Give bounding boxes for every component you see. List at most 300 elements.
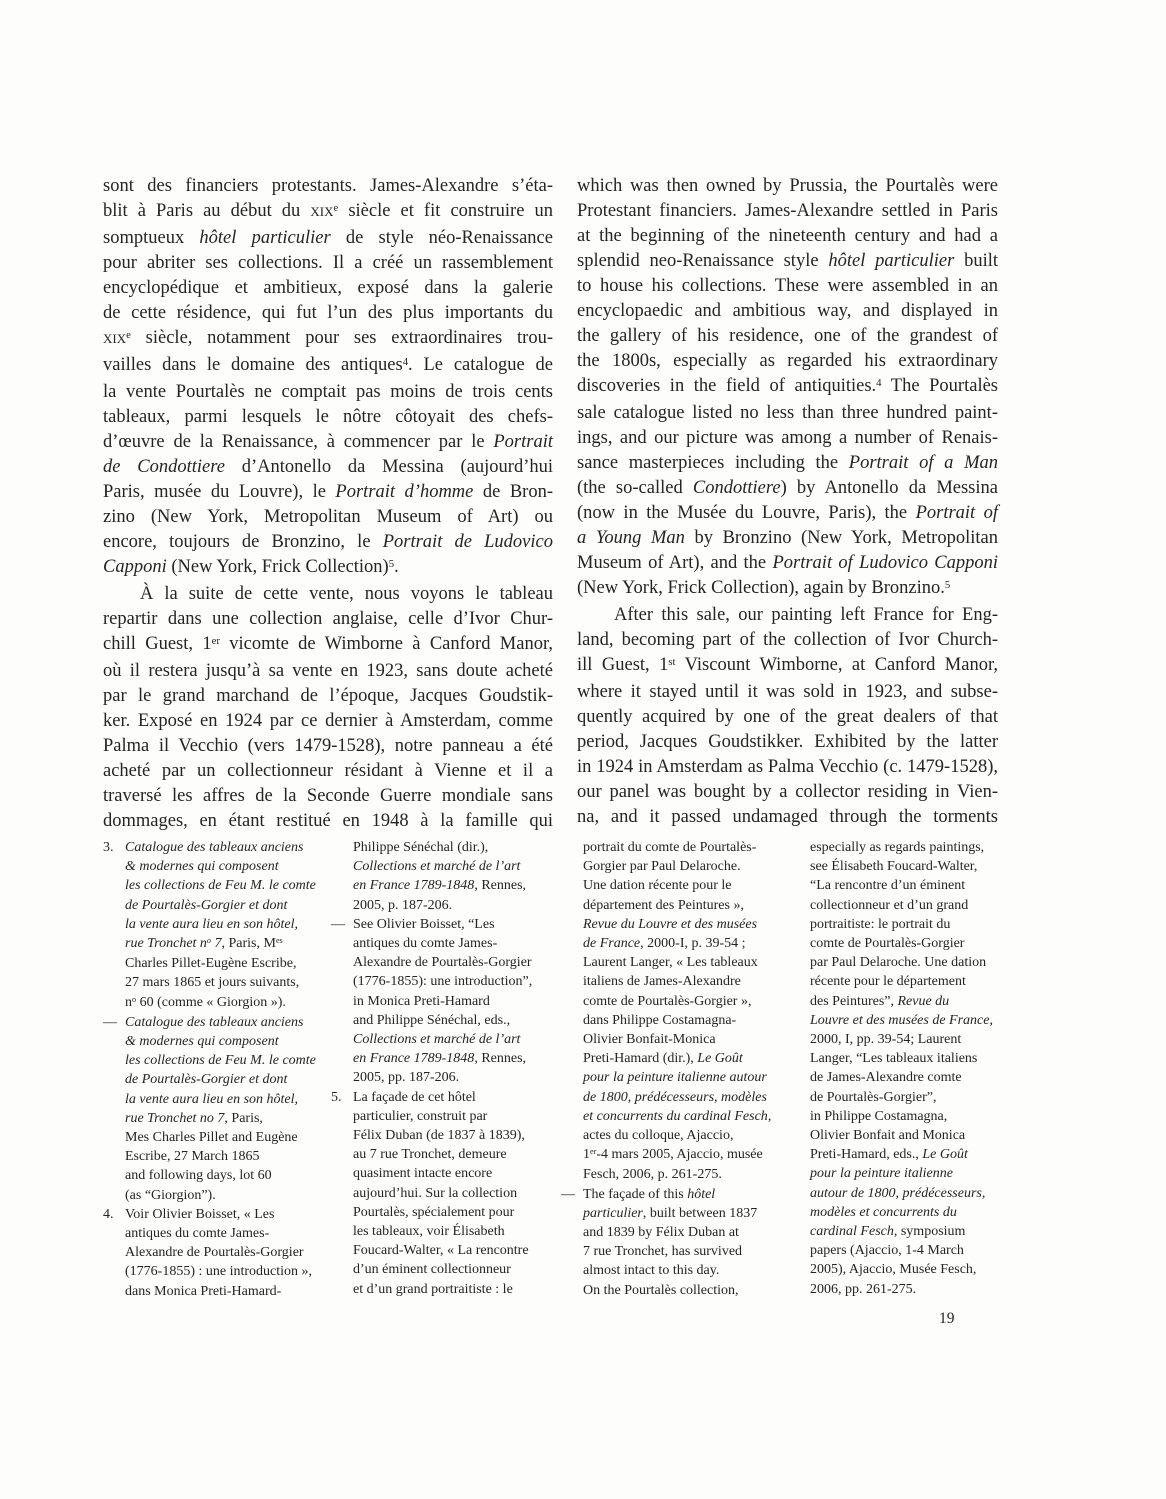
footnote-line [583, 1088, 771, 1107]
footnote-line [583, 1049, 771, 1068]
italic-text: les collections de Feu M. le comte [125, 878, 316, 894]
footnote-marker: — [103, 1014, 117, 1030]
italic-text: pour la peinture italienne [810, 1166, 953, 1182]
text-run: Alexandre de Pourtalès-Gorgier [353, 955, 532, 971]
text-run: quently acquired by one of the great dealers of that [577, 707, 998, 727]
text-line [577, 451, 998, 476]
superscript-text: 5 [944, 578, 951, 591]
text-line [577, 526, 998, 551]
footnote-line [353, 1107, 529, 1126]
footnote-line [353, 1088, 529, 1107]
footnote-line [353, 1049, 532, 1068]
text-run: discoveries in the field of antiquities. [577, 376, 877, 396]
text-line [577, 249, 998, 274]
italic-text: Portrait of a Man [848, 453, 998, 473]
text-line [577, 274, 998, 299]
text-run: traversé les affres de la Seconde Guerre mondiale sans [103, 786, 553, 806]
text-run: our panel was bought by a collector residing in Vien- [577, 782, 998, 802]
text-run: dans Philippe Costamagna- [583, 1012, 737, 1028]
footnote-line [125, 1032, 316, 1051]
text-line [577, 755, 998, 780]
text-run: and Philippe Sénéchal, eds., [353, 1012, 511, 1028]
text-run: particulier, construit par [353, 1108, 488, 1124]
footnote-line [810, 915, 993, 934]
text-run: 7 rue Tronchet, has survived [583, 1244, 743, 1260]
italic-text: Louvre et des musées de France [810, 1012, 990, 1028]
text-run: in 1924 in Amsterdam as Palma Vecchio (c. 1479-1528), [577, 757, 998, 777]
text-run: almost intact to this day. [583, 1263, 720, 1279]
text-run: blit à Paris au début du [103, 201, 311, 221]
footnote-marker: 4. [103, 1206, 114, 1222]
text-run: The façade of this [583, 1186, 688, 1202]
text-run: et d’un grand portraitiste : le [353, 1281, 513, 1297]
english-text-column [577, 174, 998, 830]
footnote-line [125, 1243, 312, 1262]
text-run: to house his collections. These were assembled in an [577, 276, 998, 296]
french-text-column [103, 174, 553, 834]
footnote-line [583, 1126, 771, 1145]
text-run: Olivier Bonfait and Monica [810, 1128, 966, 1144]
text-run: , Rennes, [474, 1051, 527, 1067]
text-line [577, 780, 998, 805]
text-line [103, 759, 553, 784]
footnote-line [125, 876, 316, 895]
italic-text: Collections et marché de l’art [353, 859, 521, 875]
text-run: , Rennes, [474, 878, 527, 894]
footnote-line [810, 838, 993, 857]
text-run: ill Guest, 1 [577, 655, 669, 675]
text-line [577, 324, 998, 349]
footnote-line [353, 953, 532, 972]
footnote-line [583, 876, 771, 895]
text-run: , [989, 1012, 993, 1028]
footnote-line [125, 1051, 316, 1070]
text-line [103, 709, 553, 734]
text-line [103, 582, 553, 607]
footnote-marker: 5. [331, 1089, 342, 1105]
text-run: , symposium [893, 1224, 966, 1240]
text-run: in Philippe Costamagna, [810, 1108, 948, 1124]
italic-text: Condottiere [692, 478, 781, 498]
italic-text: de France [583, 936, 641, 952]
footnote-line [810, 1241, 993, 1260]
italic-text: de Condottiere [103, 457, 225, 477]
italic-text: les collections de Feu M. le comte [125, 1053, 316, 1069]
text-line [577, 199, 998, 224]
italic-text: rue Tronchet no 7 [125, 1110, 225, 1126]
footnote-line [583, 1068, 771, 1087]
text-run: sale catalogue listed no less than three hundred paint- [577, 403, 998, 423]
footnote-item [331, 915, 532, 1088]
footnote-line [125, 1224, 312, 1243]
text-run: siècle et fit construire un [338, 201, 553, 221]
text-run: the 1800s, especially as regarded his extraordinary [577, 351, 998, 371]
superscript-text: 4 [402, 355, 409, 368]
footnote-line [353, 1011, 532, 1030]
footnote-line [810, 1126, 993, 1145]
text-line [103, 505, 553, 530]
text-line [103, 326, 553, 353]
footnote-item [331, 838, 532, 915]
text-line [577, 501, 998, 526]
text-run: built [954, 251, 999, 271]
footnote-line [583, 972, 771, 991]
text-run: les tableaux, voir Élisabeth [353, 1224, 505, 1240]
italic-text: de Pourtalès-Gorgier et dont [125, 897, 288, 913]
footnote-line [810, 896, 993, 915]
italic-text: Catalogue des tableaux anciens [125, 840, 304, 855]
text-run: de Pourtalès-Gorgier”, [810, 1089, 937, 1105]
text-run: See Olivier Boisset, “Les [353, 916, 495, 932]
italic-text: Portrait of Ludovico Capponi [772, 553, 998, 573]
footnote-line [810, 1203, 993, 1222]
text-run: 2005), Ajaccio, Musée Fesch, [810, 1262, 977, 1278]
text-run: (New York, Frick Collection), again by Bronzino. [577, 578, 945, 598]
footnotes-column-2 [331, 838, 532, 1299]
text-line [577, 680, 998, 705]
footnote-line [810, 1164, 993, 1183]
text-run: (now in the Musée du Louvre, Paris), the [577, 503, 916, 523]
text-line [103, 684, 553, 709]
text-run: À la suite de cette vente, nous voyons le tableau [140, 584, 553, 604]
footnote-text [125, 1013, 316, 1205]
footnote-line [583, 1223, 757, 1242]
text-run: Pourtalès, spécialement pour [353, 1204, 515, 1220]
text-line [577, 653, 998, 680]
superscript-text: es [275, 935, 283, 945]
italic-text: & modernes qui composent [125, 859, 279, 875]
footnote-line [353, 1222, 529, 1241]
text-line [103, 659, 553, 684]
text-line [577, 628, 998, 653]
footnote-line [125, 1205, 312, 1224]
footnote-line [353, 1203, 529, 1222]
footnote-line [125, 1166, 316, 1185]
footnote-line [810, 972, 993, 991]
footnote-line [353, 934, 532, 953]
text-line [577, 224, 998, 249]
text-run: ings, and our picture was among a number of Renais- [577, 428, 998, 448]
italic-text: Revue du [897, 993, 950, 1009]
footnote-text [353, 915, 532, 1088]
text-line [103, 251, 553, 276]
footnote-line [353, 1241, 529, 1260]
text-run: which was then owned by Prussia, the Pourtalès were [577, 176, 998, 196]
text-run: n [125, 994, 132, 1010]
footnote-line [583, 1011, 771, 1030]
footnote-text [353, 1088, 529, 1299]
text-line [577, 705, 998, 730]
text-run: sance masterpieces including the [577, 453, 849, 473]
italic-text: hôtel [687, 1186, 716, 1202]
text-run: au 7 rue Tronchet, demeure [353, 1147, 507, 1163]
text-line [103, 480, 553, 505]
italic-text: modèles et concurrents du [810, 1204, 957, 1220]
footnote-line [583, 953, 771, 972]
small-caps-text: xix [103, 328, 127, 348]
italic-text: Portrait d’homme [335, 482, 474, 502]
text-run: Charles Pillet-Eugène Escribe, [125, 956, 297, 972]
text-run: . Le catalogue de [408, 355, 553, 375]
italic-text: Portrait of [915, 503, 998, 523]
text-run: Palma il Vecchio (vers 1479-1528), notre panneau a été [103, 736, 553, 756]
footnote-text [353, 838, 526, 915]
text-run: chill Guest, 1 [103, 634, 212, 654]
text-run: , [767, 1108, 772, 1124]
text-run: d’un éminent collectionneur [353, 1262, 511, 1278]
footnote-line [810, 1011, 993, 1030]
text-run: ) by Antonello da Messina [780, 478, 998, 498]
italic-text: Portrait de Ludovico [382, 532, 553, 552]
text-line [103, 607, 553, 632]
footnote-line [583, 1145, 771, 1165]
text-line [103, 555, 553, 582]
footnote-line [125, 896, 316, 915]
footnote-line [125, 1282, 312, 1301]
text-run: de cette résidence, qui fut l’un des plus importants du [103, 303, 553, 323]
footnote-text [125, 1205, 312, 1301]
text-run: sont des financiers protestants. James-Alexandre s’éta- [103, 176, 553, 196]
footnote-line [125, 1186, 316, 1205]
text-run: in Monica Preti-Hamard [353, 993, 490, 1009]
text-run: , 2000-I, p. 39-54 ; [640, 936, 746, 952]
italic-text: Capponi [103, 557, 167, 577]
text-run: vicomte de Wimborne à Canford Manor, [219, 634, 553, 654]
footnote-line [125, 973, 316, 992]
footnote-line [810, 1030, 993, 1049]
text-run: de style néo-Renaissance [330, 228, 553, 248]
footnote-line [583, 838, 771, 857]
text-run: de James-Alexandre comte [810, 1070, 962, 1086]
text-line [103, 353, 553, 380]
text-line [577, 603, 998, 628]
text-run: Langer, “Les tableaux italiens [810, 1051, 978, 1067]
text-run: quasiment intacte encore [353, 1166, 493, 1182]
footnote-marker: — [561, 1186, 575, 1202]
footnote-line [125, 1070, 316, 1089]
text-run: Gorgier par Paul Delaroche. [583, 859, 741, 875]
footnote-line [810, 934, 993, 953]
text-run: (New York, Frick Collection) [166, 557, 389, 577]
text-run: portrait du comte de Pourtalès- [583, 840, 757, 855]
text-run: , Paris, [224, 1110, 263, 1126]
footnote-item [103, 1013, 316, 1205]
footnote-line [583, 1185, 757, 1204]
text-run: portraitiste: le portrait du [810, 916, 951, 932]
footnote-line [125, 1013, 316, 1032]
superscript-text: 4 [876, 376, 882, 389]
text-run: siècle, notamment pour ses extraordinaires trou- [130, 328, 553, 348]
italic-text: & modernes qui composent [125, 1034, 279, 1050]
italic-text: et concurrents du cardinal Fesch [583, 1108, 768, 1124]
footnote-line [125, 1147, 316, 1166]
text-run: na, and it passed undamaged through the torments [577, 807, 998, 827]
footnote-line [125, 954, 316, 973]
text-run: the gallery of his residence, one of the grandest of [577, 326, 998, 346]
text-run: Fesch, 2006, p. 261-275. [583, 1167, 722, 1183]
text-run: Protestant financiers. James-Alexandre settled in Paris [577, 201, 998, 221]
text-run: (as “Giorgion”). [125, 1187, 216, 1203]
text-run: Félix Duban (de 1837 à 1839), [353, 1128, 525, 1144]
text-run: see Élisabeth Foucard-Walter, [810, 859, 978, 875]
footnote-text [810, 838, 993, 1299]
footnote-line [125, 1128, 316, 1147]
text-run: especially as regards paintings, [810, 840, 985, 855]
text-run: Philippe Sénéchal (dir.), [353, 840, 489, 855]
italic-text: a Young Man [577, 528, 685, 548]
italic-text: la vente aura lieu en son hôtel, [125, 1091, 299, 1107]
text-run: de Bron- [473, 482, 554, 502]
text-run: Escribe, 27 March 1865 [125, 1149, 260, 1165]
text-run: repartir dans une collection anglaise, celle d’Ivor Chur- [103, 609, 553, 629]
italic-text: en France 1789-1848 [353, 1051, 475, 1067]
footnote-line [810, 1068, 993, 1087]
footnote-line [583, 1165, 771, 1184]
italic-text: Le Goût [697, 1051, 743, 1067]
text-run: La façade de cet hôtel [353, 1089, 476, 1105]
text-line [103, 455, 553, 480]
italic-text: la vente aura lieu en son hôtel, [125, 916, 299, 932]
text-line [577, 730, 998, 755]
text-run: 1 [583, 1147, 590, 1163]
footnote-line [353, 915, 532, 934]
footnote-line [583, 915, 771, 934]
text-run: Museum of Art), and the [577, 553, 773, 573]
superscript-text: er [211, 634, 220, 647]
text-run: “La rencontre d’un éminent [810, 878, 966, 894]
footnote-line [353, 1280, 529, 1299]
italic-text: pour la peinture italienne autour [583, 1070, 767, 1086]
footnote-line [353, 992, 532, 1011]
footnote-line [583, 1242, 757, 1261]
footnote-line [583, 1030, 771, 1049]
text-run: and following days, lot 60 [125, 1168, 272, 1184]
text-line [103, 632, 553, 659]
footnote-line [583, 896, 771, 915]
text-run: vailles dans le domaine des antiques [103, 355, 403, 375]
text-run: antiques du comte James- [353, 936, 498, 952]
text-run: Viscount Wimborne, at Canford Manor, [675, 655, 998, 675]
footnote-line [353, 1164, 529, 1183]
page-number: 19 [939, 1310, 955, 1327]
footnote-item [561, 838, 771, 1185]
text-run: Mes Charles Pillet and Eugène [125, 1130, 298, 1146]
footnote-line [583, 857, 771, 876]
superscript-text: e [333, 201, 339, 214]
italic-text: rue Tronchet n [125, 936, 207, 952]
text-run: Paris, musée du Louvre), le [103, 482, 336, 502]
text-run: antiques du comte James- [125, 1226, 270, 1242]
text-line [103, 784, 553, 809]
superscript-text: o [132, 994, 137, 1004]
footnote-line [810, 857, 993, 876]
text-run: , built between 1837 [642, 1205, 758, 1221]
superscript-text: o [206, 935, 211, 945]
text-run: where it stayed until it was sold in 1923, and subse- [577, 682, 998, 702]
footnote-line [810, 1184, 993, 1203]
text-line [577, 476, 998, 501]
text-run: par le grand marchand de l’époque, Jacques Goudstik- [103, 686, 553, 706]
text-run: d’œuvre de la Renaissance, à commencer par le [103, 432, 494, 452]
footnote-line [353, 972, 532, 991]
text-run: Olivier Bonfait-Monica [583, 1032, 716, 1048]
text-run: at the beginning of the nineteenth century and had a [577, 226, 998, 246]
footnote-marker: — [331, 916, 345, 932]
small-caps-text: xix [310, 201, 334, 221]
text-run: département des Peintures », [583, 897, 744, 913]
italic-text: Collections et marché de l’art [353, 1032, 521, 1048]
text-run: -4 mars 2005, Ajaccio, musée [596, 1147, 763, 1163]
text-run: acheté par un collectionneur résidant à Vienne et il a [103, 761, 553, 781]
text-run: The Pourtalès [881, 376, 998, 396]
text-run: Preti-Hamard, eds., [810, 1147, 923, 1163]
footnote-line [353, 838, 526, 857]
footnote-text [583, 1185, 757, 1300]
text-run: (the so-called [577, 478, 693, 498]
footnote-line [583, 992, 771, 1011]
text-run: Voir Olivier Boisset, « Les [125, 1206, 275, 1222]
italic-text: hôtel particulier [199, 228, 331, 248]
text-run: encyclopédique et ambitieux, exposé dans la galerie [103, 278, 553, 298]
text-line [577, 401, 998, 426]
footnotes-column-3 [561, 838, 771, 1300]
footnote-line [353, 896, 526, 915]
text-run: tableaux, parmi lesquels le nôtre côtoyait des chefs- [103, 407, 553, 427]
text-run: dans Monica Preti-Hamard- [125, 1283, 282, 1299]
superscript-text: st [668, 655, 676, 668]
text-line [577, 174, 998, 199]
text-line [577, 349, 998, 374]
text-run: ker. Exposé en 1924 par ce dernier à Amsterdam, comme [103, 711, 553, 731]
footnote-line [353, 1030, 532, 1049]
italic-text: Portrait [493, 432, 553, 452]
text-run: papers (Ajaccio, 1-4 March [810, 1243, 964, 1259]
italic-text: de 1800, prédécesseurs, modèles [583, 1089, 767, 1105]
text-run: dommages, en étant restitué en 1948 à la famille qui [103, 811, 553, 831]
footnote-line [353, 1068, 532, 1087]
italic-text: autour de 1800, prédécesseurs, [810, 1185, 986, 1201]
superscript-text: er [590, 1147, 597, 1157]
text-run: by Bronzino (New York, Metropolitan [684, 528, 998, 548]
text-run: Alexandre de Pourtalès-Gorgier [125, 1245, 304, 1261]
text-run: Laurent Langer, « Les tableaux [583, 955, 758, 971]
italic-text: cardinal Fesch [810, 1224, 894, 1240]
text-line [103, 809, 553, 834]
text-run: and 1839 by Félix Duban at [583, 1225, 739, 1241]
text-run: 2005, p. 187-206. [353, 897, 453, 913]
footnote-line [810, 1145, 993, 1164]
footnote-line [810, 876, 993, 895]
footnote-item [103, 838, 316, 1013]
text-run: On the Pourtalès collection, [583, 1282, 739, 1298]
text-run: zino (New York, Metropolitan Museum of Art) ou [103, 507, 553, 527]
italic-text: Catalogue des tableaux anciens [125, 1014, 304, 1030]
footnote-item [561, 1185, 771, 1300]
text-line [103, 301, 553, 326]
text-line [103, 380, 553, 405]
text-line [577, 374, 998, 401]
text-run: 2005, pp. 187-206. [353, 1070, 460, 1086]
text-line [577, 805, 998, 830]
text-run: land, becoming part of the collection of Ivor Church- [577, 630, 998, 650]
footnote-line [810, 1260, 993, 1279]
text-run: period, Jacques Goudstikker. Exhibited by the latter [577, 732, 998, 752]
footnote-line [353, 857, 526, 876]
superscript-text: e [126, 328, 131, 341]
footnotes-column-1 [103, 838, 316, 1301]
footnote-line [125, 993, 316, 1013]
text-line [577, 551, 998, 576]
